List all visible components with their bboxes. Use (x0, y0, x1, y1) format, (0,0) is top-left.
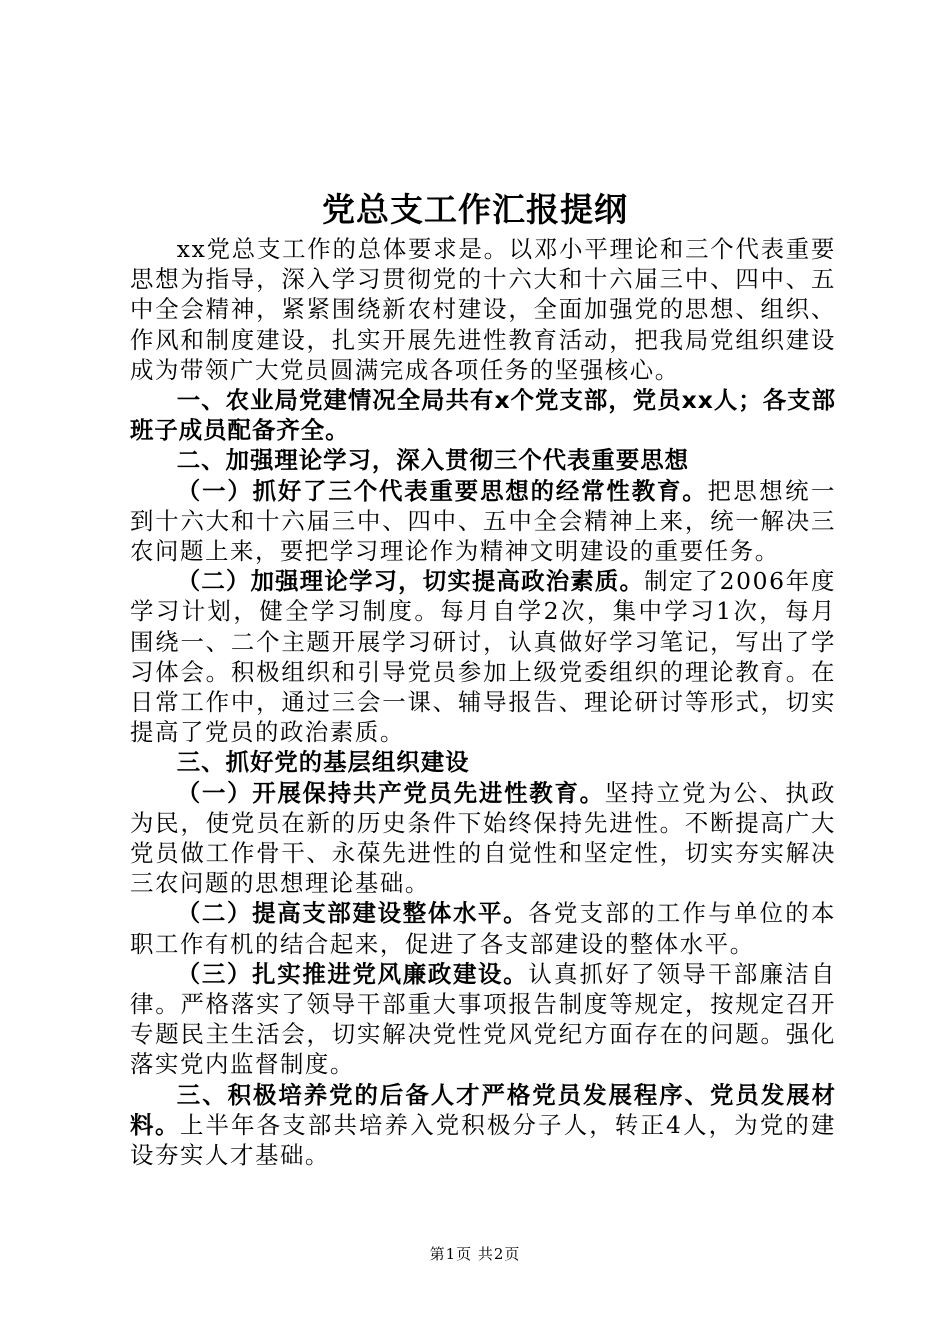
paragraph-9-text: 认真抓好了领导干部廉洁自律。严格落实了领导干部重大事项报告制度等规定，按规定召开专题民主生活会，切实解决党性党风党纪方面存在的问题。强化落实党内监督制度。 (130, 959, 837, 1079)
document-title: 党总支工作汇报提纲 (322, 190, 628, 229)
paragraph-4 (130, 476, 836, 567)
paragraph-5-text: 制定了2006年度学习计划，健全学习制度。每月自学2次，集中学习1次，每月围绕一、二个主题开展学习研讨，认真做好学习笔记，写出了学习体会。积极组织和引导党员参加上级党委组织的理论教育。在日常工作中，通过三会一课、辅导报告、理论研讨等形式，切实提高了党员的政治素质。 (130, 567, 836, 747)
paragraph-6-lead: 三、抓好党的基层组织建设 (176, 748, 470, 777)
paragraph-8-lead: （二）提高支部建设整体水平。 (176, 899, 529, 928)
paragraph-8 (130, 898, 836, 958)
paragraph-10 (130, 1080, 836, 1171)
paragraph-5-lead: （二）加强理论学习，切实提高政治素质。 (176, 567, 645, 596)
paragraph-2 (130, 385, 836, 445)
paragraph-2-lead: 一、农业局党建情况全局共有x个党支部，党员xx人；各支部班子成员配备齐全。 (130, 386, 836, 445)
paragraph-1 (130, 234, 836, 385)
paragraph-7-lead: （一）开展保持共产党员先进性教育。 (176, 778, 605, 807)
paragraph-7 (130, 778, 836, 899)
paragraph-8-text: 各党支部的工作与单位的本职工作有机的结合起来，促进了各支部建设的整体水平。 (130, 899, 837, 958)
paragraph-7-text: 坚持立党为公、执政为民，使党员在新的历史条件下始终保持先进性。不断提高广大党员做工作骨干、永葆先进性的自觉性和坚定性，切实夯实解决三农问题的思想理论基础。 (130, 778, 836, 898)
paragraph-5 (130, 566, 836, 747)
document-body (130, 234, 836, 1170)
paragraph-4-lead: （一）抓好了三个代表重要思想的经常性教育。 (176, 476, 708, 505)
paragraph-10-lead: 三、积极培养党的后备人才严格党员发展程序、党员发展材料。 (130, 1080, 836, 1139)
paragraph-3 (130, 445, 836, 475)
page-footer: 第1页 共2页 (429, 1245, 521, 1263)
paragraph-1-text: xx党总支工作的总体要求是。以邓小平理论和三个代表重要思想为指导，深入学习贯彻党的十六大和十六届三中、四中、五中全会精神，紧紧围绕新农村建设，全面加强党的思想、组织、作风和制度建设，扎实开展先进性教育活动，把我局党组织建设成为带领广大党员圆满完成各项任务的坚强核心。 (130, 235, 836, 384)
paragraph-3-lead: 二、加强理论学习，深入贯彻三个代表重要思想 (176, 446, 689, 475)
paragraph-10-text: 上半年各支部共培养入党积极分子人，转正4人，为党的建设夯实人才基础。 (130, 1110, 836, 1170)
paragraph-9 (130, 959, 836, 1080)
paragraph-4-text: 把思想统一到十六大和十六届三中、四中、五中全会精神上来，统一解决三农问题上来，要把学习理论作为精神文明建设的重要任务。 (130, 476, 837, 566)
paragraph-9-lead: （三）扎实推进党风廉政建设。 (176, 959, 529, 988)
paragraph-6 (130, 747, 836, 777)
